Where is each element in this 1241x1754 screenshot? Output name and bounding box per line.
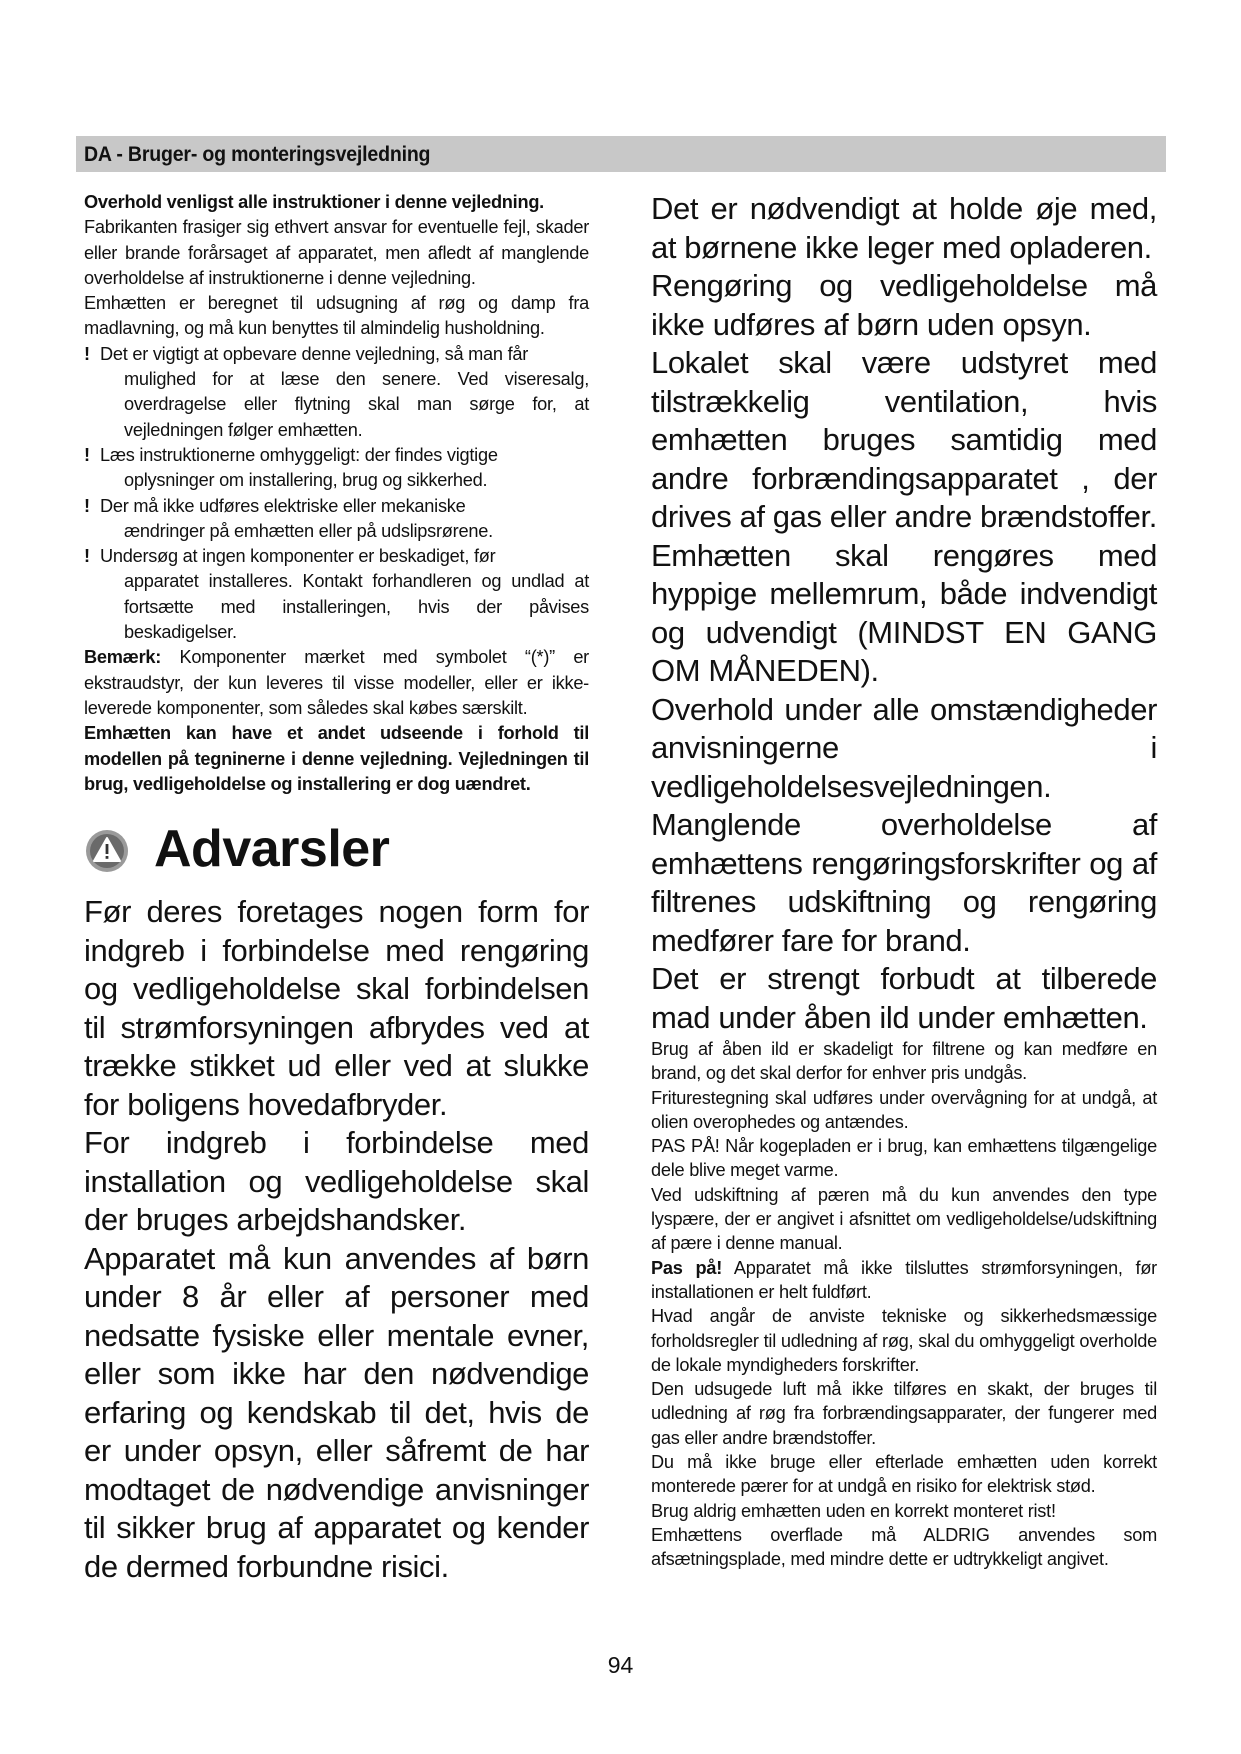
left-column (84, 190, 589, 1586)
bullet-mark: ! (84, 546, 90, 567)
warnings-heading: Advarsler (154, 820, 390, 879)
warning-paragraph: Emhætten skal rengøres med hyppige mellemrum, både indvendigt og udvendigt (MINDST EN GANG OM MÅNEDEN). (651, 537, 1157, 688)
bullet-item (84, 494, 589, 545)
bullet-first-line: Undersøg at ingen komponenter er beskadiget, før (100, 546, 496, 567)
small-paragraph (651, 1256, 1157, 1305)
small-paragraph: Du må ikke bruge eller efterlade emhætten uden korrekt monterede pærer for at undgå en risiko for elektrisk stød. (651, 1452, 1157, 1497)
warning-icon (84, 828, 130, 874)
note-text: Komponenter mærket med symbolet “(*)” er ekstraudstyr, der kun leveres til visse modeller, eller er ikke-leverede komponenter, som således skal købes særskilt. (84, 647, 589, 718)
warning-paragraph: Overhold under alle omstændigheder anvisningerne i vedligeholdelsesvejledningen. (651, 691, 1157, 804)
small-paragraph: Friturestegning skal udføres under overvågning for at undgå, at olien overophedes og antændes. (651, 1087, 1157, 1132)
warning-paragraph: Manglende overholdelse af emhættens rengøringsforskrifter og af filtrenes udskiftning og rengøring medfører fare for brand. (651, 807, 1157, 958)
warning-paragraph: Det er strengt forbudt at tilberede mad under åben ild under emhætten. (651, 961, 1157, 1035)
small-paragraph: Brug af åben ild er skadeligt for filtrene og kan medføre en brand, og det skal derfor for enhver pris undgås. (651, 1039, 1157, 1084)
intro-paragraph-2: Emhætten er beregnet til udsugning af røg og damp fra madlavning, og må kun benyttes til almindelig husholdning. (84, 293, 589, 339)
bullet-mark: ! (84, 495, 90, 516)
bullet-item (84, 342, 589, 443)
warnings-heading-row (84, 815, 589, 883)
warning-paragraph: Rengøring og vedligeholdelse må ikke udføres af børn uden opsyn. (651, 268, 1157, 342)
bullet-first-line: Læs instruktionerne omhyggeligt: der findes vigtige (100, 444, 498, 465)
right-column (651, 190, 1157, 1572)
section-title: DA - Bruger- og monteringsvejledning (84, 143, 431, 166)
caution-text: Apparatet må ikke tilsluttes strømforsyningen, før installationen er helt fuldført. (651, 1257, 1157, 1302)
warning-paragraph: For indgreb i forbindelse med installation og vedligeholdelse skal der bruges arbejdshandsker. (84, 1125, 589, 1238)
warning-paragraph: Det er nødvendigt at holde øje med, at børnene ikke leger med opladeren. (651, 191, 1157, 265)
section-header-bar (76, 136, 1166, 172)
intro-paragraph-1: Fabrikanten frasiger sig ethvert ansvar for eventuelle fejl, skader eller brande forårsaget af apparatet, men afledt af manglende overholdelse af instruktionerne i denne vejledning. (84, 217, 589, 288)
small-paragraph: Hvad angår de anviste tekniske og sikkerhedsmæssige forholdsregler til udledning af røg, skal du omhyggeligt overholde de lokale myndigheders forskrifter. (651, 1306, 1157, 1375)
bullet-mark: ! (84, 444, 90, 465)
note-paragraph (84, 645, 589, 721)
note-label: Bemærk: (84, 647, 162, 668)
caution-label: Pas på! (651, 1257, 723, 1278)
page-number: 94 (607, 1652, 634, 1678)
small-paragraph: Den udsugede luft må ikke tilføres en skakt, der bruges til udledning af røg fra forbrændingsapparater, der fungerer med gas eller andre brændstoffer. (651, 1379, 1157, 1448)
bullet-item (84, 544, 589, 645)
small-paragraph: PAS PÅ! Når kogepladen er i brug, kan emhættens tilgængelige dele blive meget varme. (651, 1136, 1157, 1181)
warning-paragraph: Lokalet skal være udstyret med tilstrækkelig ventilation, hvis emhætten bruges samtidig med andre forbrændingsapparatet , der drives af gas eller andre brændstoffer. (651, 345, 1157, 534)
intro-bold: Overhold venligst alle instruktioner i denne vejledning. (84, 192, 544, 212)
bullet-mark: ! (84, 343, 90, 364)
note-bold: Emhætten kan have et andet udseende i forhold til modellen på tegninerne i denne vejledning. Vejledningen til brug, vedligeholdelse og installering er dog uændret. (84, 723, 589, 794)
bullet-rest: oplysninger om installering, brug og sikkerhed. (124, 470, 488, 491)
bullet-first-line: Det er vigtigt at opbevare denne vejledning, så man får (100, 343, 529, 364)
bullet-rest: ændringer på emhætten eller på udslipsrørene. (124, 520, 493, 541)
warning-paragraph: Apparatet må kun anvendes af børn under 8 år eller af personer med nedsatte fysiske eller mentale evner, eller som ikke har den nødvendige erfaring og kendskab til det, hvis de er under opsyn, eller såfremt de har modtaget de nødvendige anvisninger til sikker brug af apparatet og kender de dermed forbundne risici. (84, 1240, 589, 1584)
warning-paragraph: Før deres foretages nogen form for indgreb i forbindelse med rengøring og vedligeholdelse skal forbindelsen til strømforsyningen afbrydes ved at trække stikket ud eller ved at slukke for boligens hovedafbryder. (84, 894, 589, 1122)
bullet-first-line: Der må ikke udføres elektriske eller mekaniske (100, 495, 466, 516)
small-paragraph: Ved udskiftning af pæren må du kun anvendes den type lyspære, der er angivet i afsnittet om vedligeholdelse/udskiftning af pære i denne manual. (651, 1184, 1157, 1254)
bullet-rest: mulighed for at læse den senere. Ved viseresalg, overdragelse eller flytning skal man sørge for, at vejledningen følger emhætten. (124, 369, 589, 440)
bullet-item (84, 443, 589, 494)
small-paragraph: Emhættens overflade må ALDRIG anvendes som afsætningsplade, med mindre dette er udtrykkeligt angivet. (651, 1524, 1157, 1570)
small-paragraph: Brug aldrig emhætten uden en korrekt monteret rist! (651, 1500, 1056, 1521)
bullet-rest: apparatet installeres. Kontakt forhandleren og undlad at fortsætte med installeringen, hvis der påvises beskadigelser. (124, 571, 589, 643)
